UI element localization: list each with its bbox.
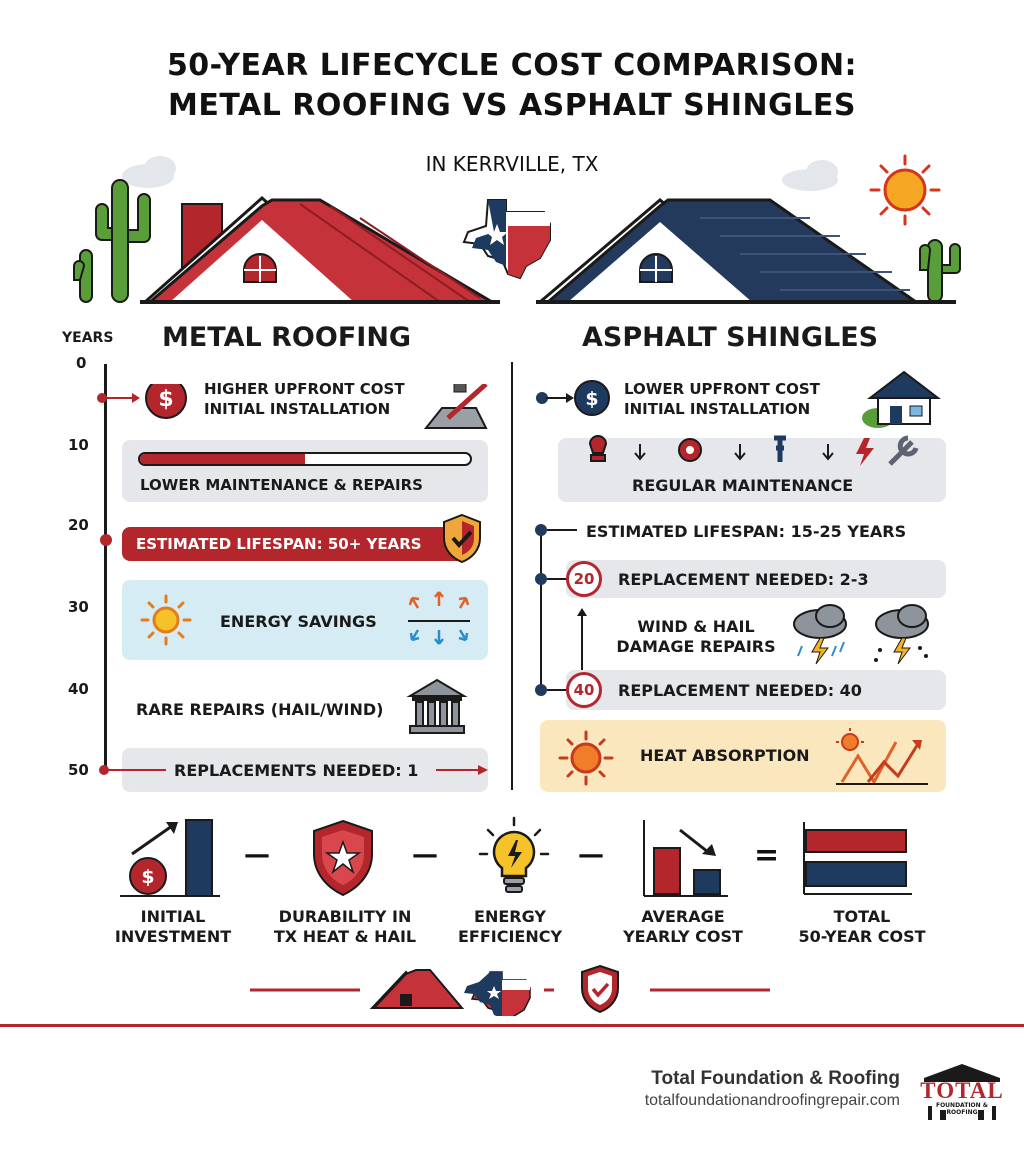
- replace2-year-badge: 40: [566, 672, 602, 708]
- storm-icon: [790, 602, 946, 670]
- formula-label-line2: INVESTMENT: [114, 927, 232, 946]
- year-tick-30: 30: [68, 598, 89, 616]
- sun-icon: [558, 730, 614, 786]
- replace1-year-badge: 20: [566, 561, 602, 597]
- asphalt-maintenance-text: REGULAR MAINTENANCE: [632, 476, 854, 495]
- formula-label-line1: DURABILITY IN: [278, 907, 412, 926]
- logo-text: TOTAL: [920, 1078, 1004, 1103]
- dollar-icon: [575, 381, 609, 415]
- house-icon: [372, 970, 462, 1008]
- operator-equals: =: [754, 838, 780, 873]
- asphalt-heat-text: HEAT ABSORPTION: [640, 746, 810, 765]
- operator-minus-3: —: [578, 840, 604, 870]
- investment-icon: [120, 818, 220, 900]
- page-title-line1: 50-YEAR LIFECYCLE COST COMPARISON:: [166, 48, 858, 83]
- brand-name: Total Foundation & Roofing: [651, 1068, 900, 1089]
- shield-check-icon: [582, 966, 618, 1012]
- formula-label-line1: ENERGY: [474, 907, 546, 926]
- year-tick-20: 20: [68, 516, 89, 534]
- metal-replacements-text: REPLACEMENTS NEEDED: 1: [174, 761, 419, 780]
- cactus-icon: [74, 180, 150, 302]
- cloud-icon: [122, 156, 838, 191]
- house-icon: [536, 200, 956, 304]
- metal-lifespan-pill: ESTIMATED LIFESPAN: 50+ YEARS: [122, 527, 468, 561]
- asphalt-damage-line2: DAMAGE REPAIRS: [616, 637, 776, 656]
- shield-check-icon: [440, 512, 484, 564]
- metal-upfront-text: [204, 379, 405, 419]
- cactus-icon: [920, 240, 960, 302]
- decorative-divider: [240, 960, 780, 1016]
- asphalt-lifespan-text: ESTIMATED LIFESPAN: 15-25 YEARS: [586, 522, 907, 541]
- connector-line: [547, 529, 577, 531]
- maintenance-level-fill: [140, 454, 305, 464]
- operator-minus-1: —: [244, 840, 270, 870]
- asphalt-upfront-line2: INITIAL INSTALLATION: [624, 400, 811, 418]
- house-icon: [140, 198, 500, 304]
- heat-reflect-icon: [404, 588, 474, 654]
- lightbulb-icon: [478, 816, 550, 898]
- logo-subtext: FOUNDATION & ROOFING: [935, 1102, 989, 1116]
- connector-line: [547, 689, 567, 691]
- timeline-marker: [535, 684, 547, 696]
- column-divider: [511, 362, 513, 790]
- asphalt-replace2-text: REPLACEMENT NEEDED: 40: [618, 681, 862, 700]
- star-shield-icon: [310, 818, 376, 898]
- metal-upfront-line2: INITIAL INSTALLATION: [204, 400, 391, 418]
- metal-roofing-title: METAL ROOFING: [162, 322, 412, 353]
- asphalt-upfront-line1: LOWER UPFRONT COST: [624, 380, 820, 398]
- timeline-marker: [535, 573, 547, 585]
- wrench-icon: [774, 438, 786, 462]
- year-tick-0: 0: [76, 354, 87, 372]
- formula-durability: [262, 907, 428, 947]
- sun-icon: [871, 156, 939, 224]
- page-title-line2: METAL ROOFING VS ASPHALT SHINGLES: [168, 88, 856, 123]
- timeline-marker: [535, 524, 547, 536]
- svg-text:$: $: [585, 388, 599, 410]
- formula-label-line2: 50-YEAR COST: [798, 927, 926, 946]
- page-subtitle: IN KERRVILLE, TX: [425, 152, 599, 176]
- asphalt-replace1-text: REPLACEMENT NEEDED: 2-3: [618, 570, 869, 589]
- up-arrow-icon: [574, 606, 590, 676]
- maintenance-tools-icons: [580, 430, 930, 470]
- tool-icon: [590, 436, 606, 461]
- dollar-icon: [130, 858, 166, 894]
- svg-text:$: $: [141, 866, 155, 888]
- house-icon: [858, 368, 950, 428]
- formula-average-yearly-cost: [608, 907, 758, 947]
- formula-label-line1: AVERAGE: [641, 907, 725, 926]
- metal-upfront-line1: HIGHER UPFRONT COST: [204, 380, 405, 398]
- heat-rising-icon: [828, 726, 932, 788]
- formula-label-line1: INITIAL: [140, 907, 206, 926]
- texas-flag-map-icon: [464, 200, 550, 278]
- connector-line: [547, 578, 567, 580]
- formula-label-line2: YEARLY COST: [623, 927, 743, 946]
- wrench-icon: [890, 438, 916, 464]
- bar-chart-icon: [640, 818, 730, 900]
- maintenance-level-bar: [138, 452, 472, 466]
- hammer-icon: [426, 384, 486, 428]
- dollar-icon: [146, 384, 186, 418]
- formula-energy-efficiency: [442, 907, 578, 947]
- asphalt-damage-line1: WIND & HAIL: [637, 617, 755, 636]
- metal-energy-text: ENERGY SAVINGS: [220, 612, 377, 631]
- lightning-icon: [856, 438, 874, 466]
- timeline-marker: [100, 534, 112, 546]
- brand-url[interactable]: totalfoundationandroofingrepair.com: [644, 1092, 900, 1109]
- year-tick-10: 10: [68, 436, 89, 454]
- formula-initial-investment: [110, 907, 236, 947]
- bank-icon: [406, 676, 468, 738]
- year-tick-50: 50: [68, 761, 89, 779]
- footer-separator: [0, 1024, 1024, 1027]
- header-illustration: [0, 150, 1024, 310]
- svg-text:$: $: [158, 387, 174, 412]
- horizontal-bar-chart-icon: [800, 820, 916, 898]
- asphalt-upfront-connector: [528, 380, 618, 420]
- formula-label-line1: TOTAL: [833, 907, 891, 926]
- metal-repairs-text: RARE REPAIRS (HAIL/WIND): [136, 700, 384, 719]
- years-axis-label: YEARS: [62, 330, 114, 346]
- texas-flag-map-icon: [464, 972, 530, 1016]
- gear-icon: [679, 439, 701, 461]
- formula-label-line2: EFFICIENCY: [457, 927, 563, 946]
- operator-minus-2: —: [412, 840, 438, 870]
- brand-logo: [920, 1062, 1004, 1122]
- year-tick-40: 40: [68, 680, 89, 698]
- sun-icon: [140, 594, 192, 646]
- asphalt-upfront-text: [624, 379, 820, 419]
- metal-maintenance-text: LOWER MAINTENANCE & REPAIRS: [140, 476, 423, 494]
- asphalt-damage-text: [606, 617, 786, 657]
- asphalt-shingles-title: ASPHALT SHINGLES: [582, 322, 879, 353]
- formula-label-line2: TX HEAT & HAIL: [273, 927, 417, 946]
- formula-total-50-year-cost: [784, 907, 940, 947]
- asphalt-timeline: [540, 530, 542, 690]
